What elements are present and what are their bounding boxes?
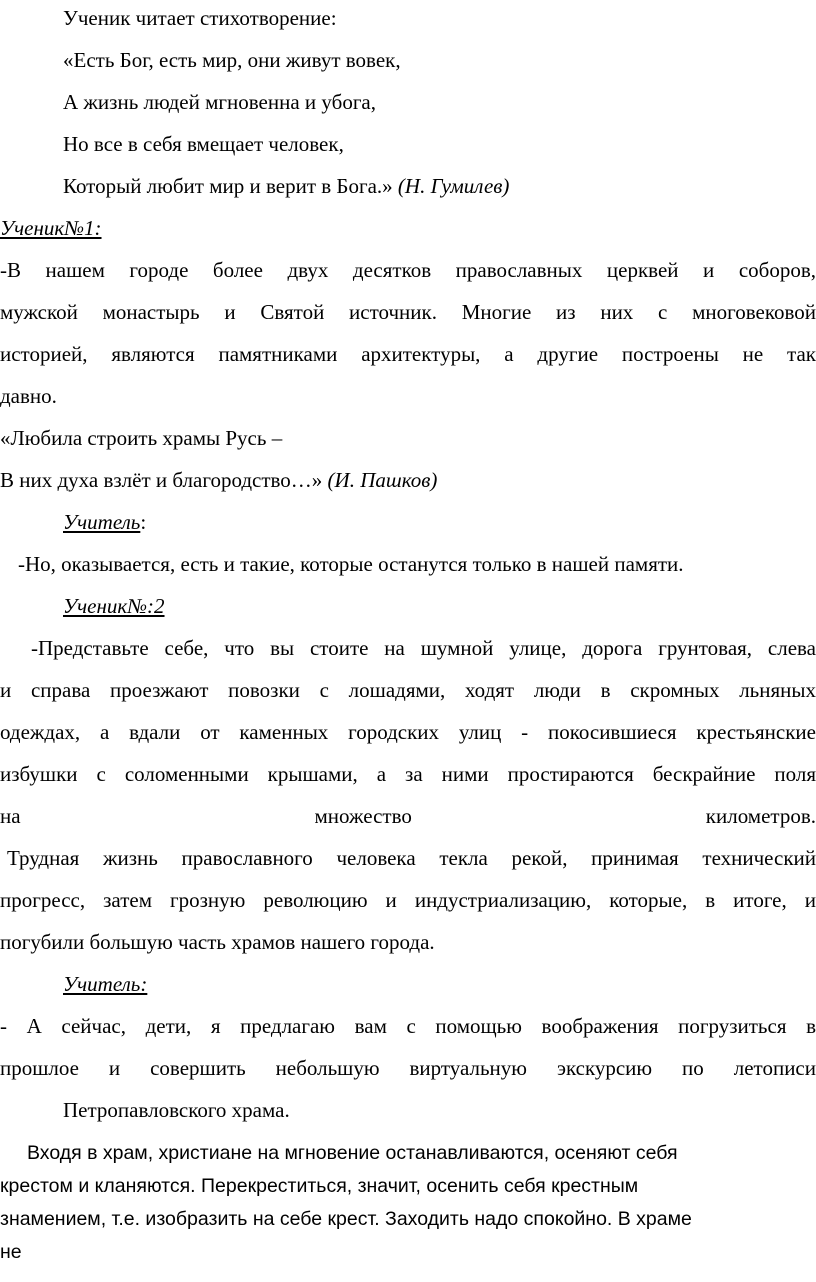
closing-paragraph-line: не <box>0 1241 22 1263</box>
student1-paragraph-line: давно. <box>0 384 57 408</box>
student2-paragraph-line: одеждах, а вдали от каменных городских улиц - покосившиеся крестьянские <box>0 720 816 744</box>
student2-paragraph-line: -Представьте себе, что вы стоите на шумной улице, дорога грунтовая, слева <box>31 636 816 660</box>
student1-paragraph-line: мужской монастырь и Святой источник. Многие из них с многовековой <box>0 300 816 324</box>
student2-paragraph-line: и справа проезжают повозки с лошадями, ходят люди в скромных льняных <box>0 678 816 702</box>
closing-paragraph-line: знамением, т.е. изобразить на себе крест. Заходить надо спокойно. В храме <box>0 1208 692 1230</box>
teacher2-label: Учитель: <box>63 972 148 996</box>
student2-label: Ученик№:2 <box>63 594 165 618</box>
student1-label: Ученик№1: <box>0 216 102 240</box>
closing-paragraph-line: Входя в храм, христиане на мгновение останавливаются, осеняют себя <box>27 1142 678 1164</box>
teacher1-text: -Но, оказывается, есть и такие, которые останутся только в нашей памяти. <box>18 552 684 576</box>
poem-intro: Ученик читает стихотворение: <box>63 6 337 30</box>
student1-quote-line: «Любила строить храмы Русь – <box>0 426 283 450</box>
student2-paragraph-line: на множество километров. <box>0 804 816 828</box>
poem-line: Который любит мир и верит в Бога.» <box>63 174 393 198</box>
student1-paragraph-line: -В нашем городе более двух десятков православных церквей и соборов, <box>0 258 816 282</box>
closing-paragraph-line: крестом и кланяются. Перекреститься, значит, осенить себя крестным <box>0 1175 639 1197</box>
teacher1-label: Учитель <box>63 510 141 534</box>
student2-paragraph-line: прогресс, затем грозную революцию и индустриализацию, которые, в итоге, и <box>0 888 816 912</box>
student2-paragraph-line: погубили большую часть храмов нашего города. <box>0 930 435 954</box>
student1-quote-last-line <box>0 467 816 493</box>
student2-paragraph-line: избушки с соломенными крышами, а за ними простираются бескрайние поля <box>0 762 816 786</box>
teacher2-paragraph-line: - А сейчас, дети, я предлагаю вам с помощью воображения погрузиться в <box>0 1014 816 1038</box>
teacher1-label-line <box>63 509 816 535</box>
teacher2-paragraph-line: прошлое и совершить небольшую виртуальную экскурсию по летописи <box>0 1056 816 1080</box>
poem-last-line <box>63 173 816 199</box>
poem-line: «Есть Бог, есть мир, они живут вовек, <box>63 48 401 72</box>
poem-line: А жизнь людей мгновенна и убога, <box>63 90 377 114</box>
poem-author: (Н. Гумилев) <box>397 174 510 198</box>
poem-line: Но все в себя вмещает человек, <box>63 132 344 156</box>
student1-paragraph-line: историей, являются памятниками архитектуры, а другие построены не так <box>0 342 816 366</box>
student2-paragraph-line: Трудная жизнь православного человека текла рекой, принимая технический <box>7 846 816 870</box>
teacher1-colon: : <box>140 510 147 534</box>
student1-quote-line: В них духа взлёт и благородство…» <box>0 468 323 492</box>
teacher2-paragraph-line: Петропавловского храма. <box>63 1098 290 1122</box>
student1-quote-author: (И. Пашков) <box>327 468 438 492</box>
